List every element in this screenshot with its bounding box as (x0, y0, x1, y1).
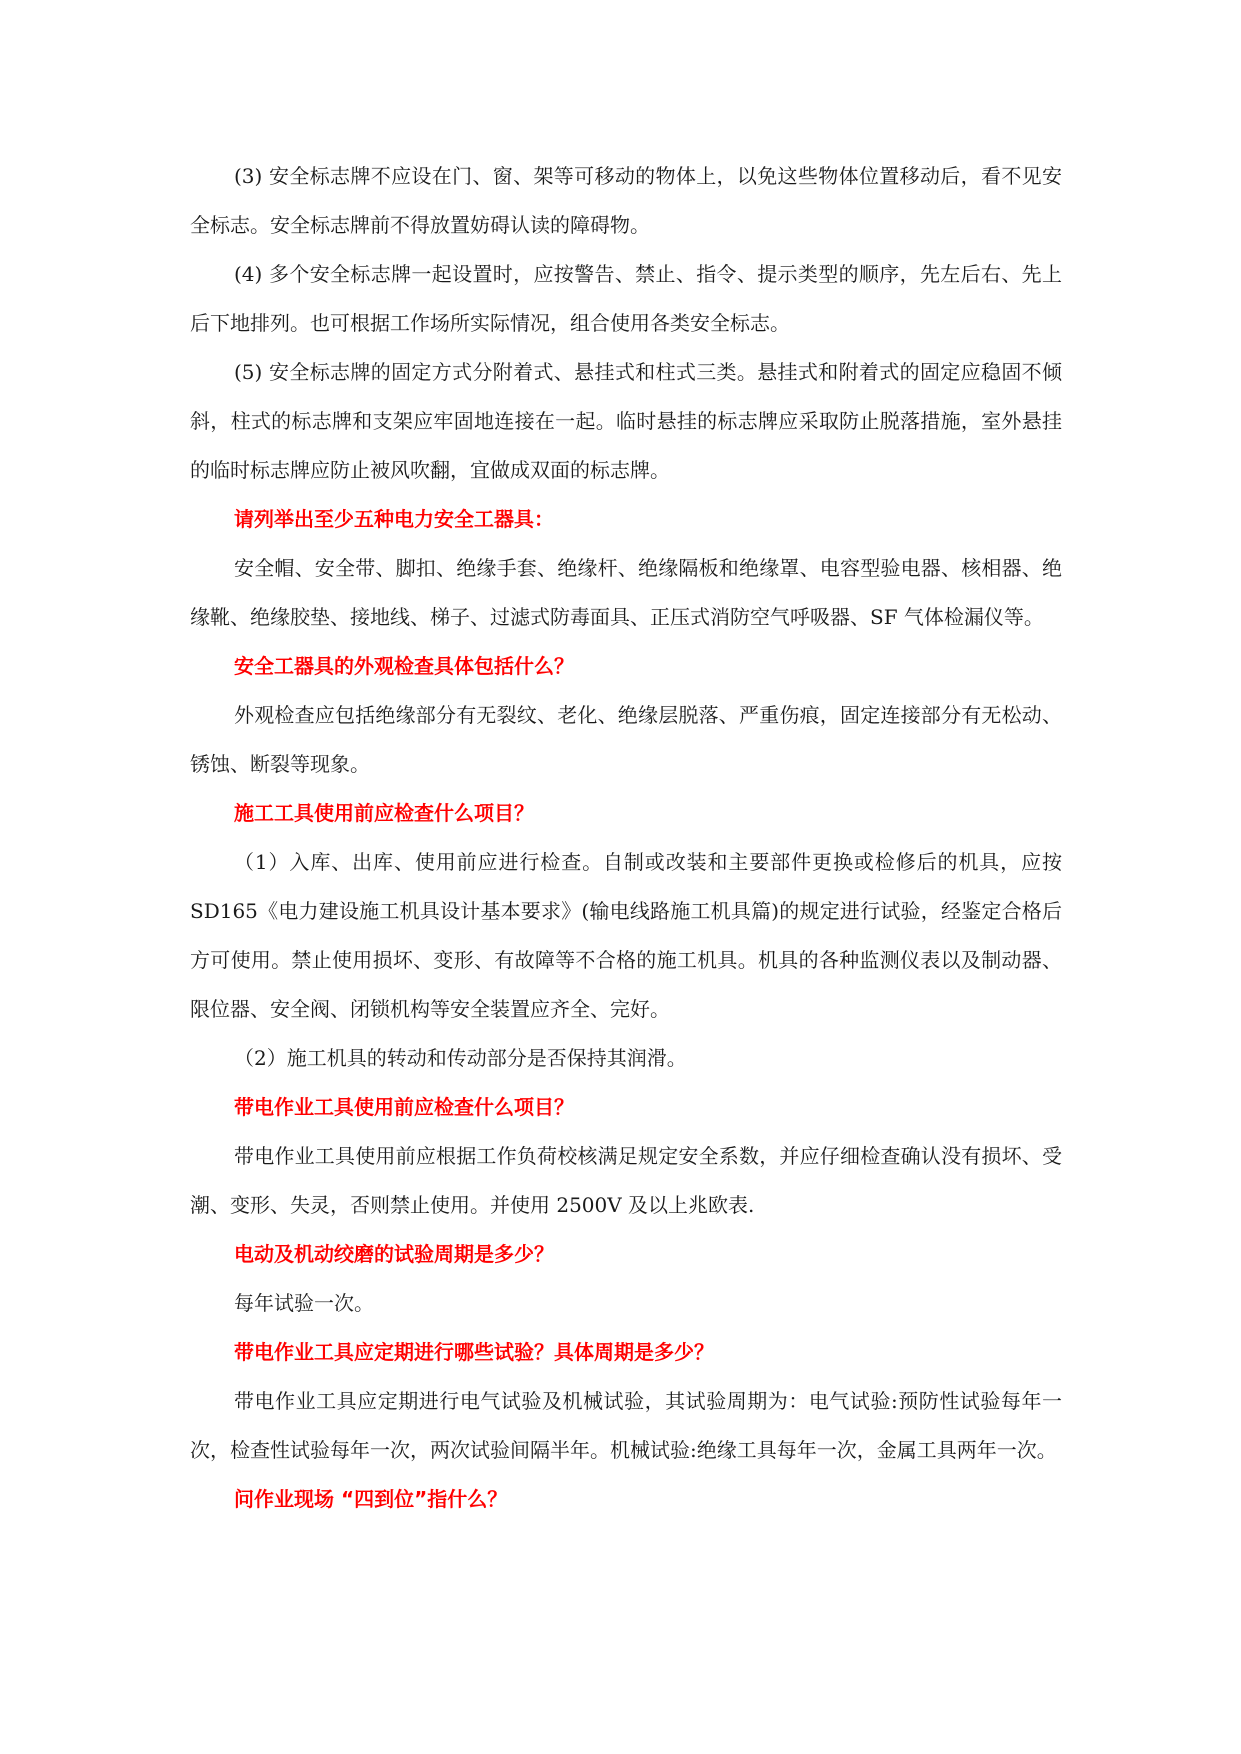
paragraph-sign-fixing: (5) 安全标志牌的固定方式分附着式、悬挂式和柱式三类。悬挂式和附着式的固定应稳固不倾斜，柱式的标志牌和支架应牢固地连接在一起。临时悬挂的标志牌应采取防止脱落措施，室外悬挂的临时标志牌应防止被风吹翻，宜做成双面的标志牌。 (190, 360, 1062, 482)
paragraph-sign-placement: (3) 安全标志牌不应设在门、窗、架等可移动的物体上，以免这些物体位置移动后，看不见安全标志。安全标志牌前不得放置妨碍认读的障碍物。 (190, 164, 1062, 237)
answer-winch-test-period: 每年试验一次。 (234, 1291, 374, 1315)
question-heading-tools-list: 请列举出至少五种电力安全工器具： (234, 507, 554, 531)
answer-live-work-tools: 带电作业工具使用前应根据工作负荷校核满足规定安全系数，并应仔细检查确认没有损坏、受潮、变形、失灵，否则禁止使用。并使用 2500V 及以上兆欧表. (190, 1144, 1062, 1217)
question-heading-winch-test-period: 电动及机动绞磨的试验周期是多少？ (234, 1242, 554, 1266)
answer-periodic-tests: 带电作业工具应定期进行电气试验及机械试验，其试验周期为：电气试验:预防性试验每年一次，检查性试验每年一次，两次试验间隔半年。机械试验:绝缘工具每年一次，金属工具两年一次。 (190, 1389, 1062, 1462)
question-heading-periodic-tests: 带电作业工具应定期进行哪些试验？具体周期是多少？ (234, 1340, 714, 1364)
paragraph-sign-arrangement: (4) 多个安全标志牌一起设置时，应按警告、禁止、指令、提示类型的顺序，先左后右、先上后下地排列。也可根据工作场所实际情况，组合使用各类安全标志。 (190, 262, 1062, 335)
question-heading-visual-inspection: 安全工器具的外观检查具体包括什么？ (234, 654, 574, 678)
question-heading-construction-tools: 施工工具使用前应检查什么项目？ (234, 801, 534, 825)
question-heading-live-work-tools: 带电作业工具使用前应检查什么项目？ (234, 1095, 574, 1119)
answer-construction-tools-1: （1）入库、出库、使用前应进行检查。自制或改装和主要部件更换或检修后的机具，应按 SD165《电力建设施工机具设计基本要求》(输电线路施工机具篇)的规定进行试验，经鉴定合格后方可使用。禁止使用损坏、变形、有故障等不合格的施工机具。机具的各种监测仪表以及制动器、限位器、安全阀、闭锁机构等安全装置应齐全、完好。 (190, 850, 1062, 1021)
answer-tools-list: 安全帽、安全带、脚扣、绝缘手套、绝缘杆、绝缘隔板和绝缘罩、电容型验电器、核相器、绝缘靴、绝缘胶垫、接地线、梯子、过滤式防毒面具、正压式消防空气呼吸器、SF 气体检漏仪等。 (190, 556, 1062, 629)
document-page (190, 152, 1062, 1524)
answer-visual-inspection: 外观检查应包括绝缘部分有无裂纹、老化、绝缘层脱落、严重伤痕，固定连接部分有无松动、锈蚀、断裂等现象。 (190, 703, 1062, 776)
question-heading-four-in-place: 问作业现场 “四到位”指什么？ (234, 1487, 508, 1511)
answer-construction-tools-2: （2）施工机具的转动和传动部分是否保持其润滑。 (234, 1046, 687, 1070)
